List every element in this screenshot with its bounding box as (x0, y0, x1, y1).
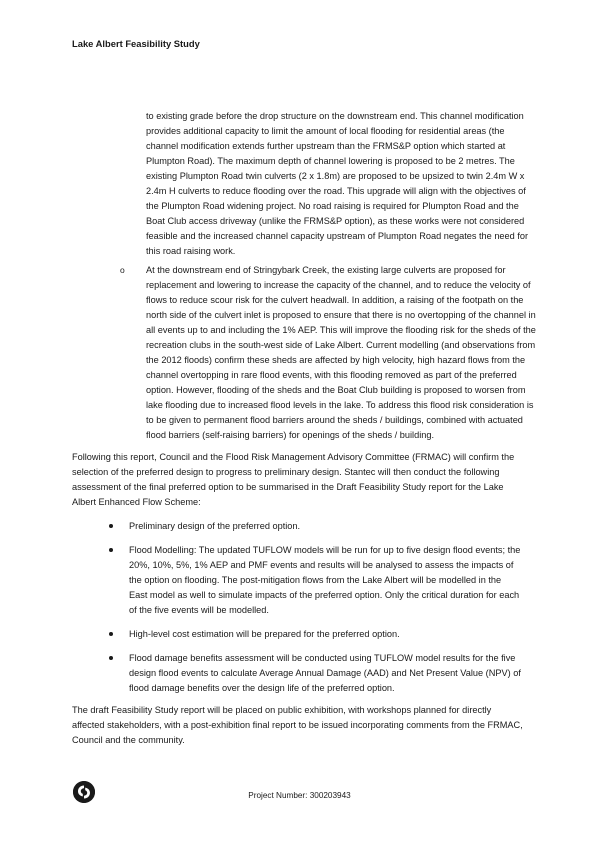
continuation-paragraph: to existing grade before the drop structure on the downstream end. This channel modification provides additional capacity to limit the amount of local flooding for residential areas (the channel modification extends further upstream than the FRMS&P option which started at Plumpton Road). The maximum depth of channel lowering is proposed to be 2 metres. The existing Plumpton Road twin culverts (2 x 1.8m) are proposed to be upsized to twin 2.4m W x 2.4m H culverts to reduce flooding over the road. This upgrade will align with the objectives of the Plumpton Road widening project. No road raising is required for Plumpton Road and the Boat Club access driveway (unlike the FRMS&P option), as these works were not considered feasible and the increased channel capacity upstream of Plumpton Road negates the need for this road raising work. (146, 111, 529, 256)
bullet-text: Flood damage benefits assessment will be conducted using TUFLOW model results for the five design flood events to calculate Average Annual Damage (AAD) and Net Present Value (NPV) of flood damage benefits over the design life of the preferred option. (129, 653, 521, 693)
final-paragraph: The draft Feasibility Study report will be placed on public exhibition, with workshops planned for directly affected stakeholders, with a post-exhibition final report to be issued incorporating comments from the FRMAC, Council and the community. (72, 705, 523, 745)
bullet-text: Preliminary design of the preferred option. (129, 521, 301, 531)
following-paragraph: Following this report, Council and the Flood Risk Management Advisory Committee (FRMAC) will confirm the selection of the preferred design to progress to preliminary design. Stantec will then conduct the following assessment of the final preferred option to be summarised in the Draft Feasibility Study report for the Lake Albert Enhanced Flow Scheme: (72, 452, 515, 507)
bullet-text: Flood Modelling: The updated TUFLOW models will be run for up to five design flood events; the 20%, 10%, 5%, 1% AEP and PMF events and results will be analysed to assess the impacts of the option on flooding. The post-mitigation flows from the Lake Albert will be modelled in the East model as well to simulate impacts of the preferred option. Only the critical duration for each of the five events will be modelled. (129, 545, 521, 615)
assessment-bullet-list (72, 519, 532, 696)
bullet-text: High-level cost estimation will be prepared for the preferred option. (129, 629, 400, 639)
bullet-item (129, 627, 522, 642)
sub-bullet-item (120, 263, 536, 443)
document-header-title: Lake Albert Feasibility Study (72, 38, 200, 49)
document-body (72, 109, 536, 748)
sub-bullet-marker: o (120, 265, 125, 275)
bullet-dot-icon (109, 548, 113, 552)
bullet-dot-icon (109, 632, 113, 636)
bullet-dot-icon (109, 656, 113, 660)
bullet-item (129, 519, 522, 534)
bullet-item (129, 543, 522, 618)
project-number: Project Number: 300203943 (248, 791, 351, 800)
sub-bullet-text: At the downstream end of Stringybark Creek, the existing large culverts are proposed for replacement and lowering to increase the capacity of the channel, and to reduce the velocity of flows to reduce scour risk for the culvert headwall. In addition, a raising of the footpath on the north side of the culvert inlet is proposed to ensure that there is no overtopping of the channel in all events up to and including the 1% AEP. This will improve the flooding risk for the sheds of the recreation clubs in the south-west side of Lake Albert. Current modelling (and observations from the 2012 floods) confirm these sheds are affected by high velocity, high hazard flows from the channel overtopping in rare flood events, with this flooding removed as part of the preferred option. However, flooding of the sheds and the Boat Club building is proposed to worsen from lake flooding due to increased flood levels in the lake. To address this flood risk consideration is to be given to permanent flood barriers around the sheds / buildings, combined with actuated flood barriers (self-raising barriers) for openings of the sheds / building. (146, 265, 536, 440)
bullet-item (129, 651, 522, 696)
bullet-dot-icon (109, 524, 113, 528)
